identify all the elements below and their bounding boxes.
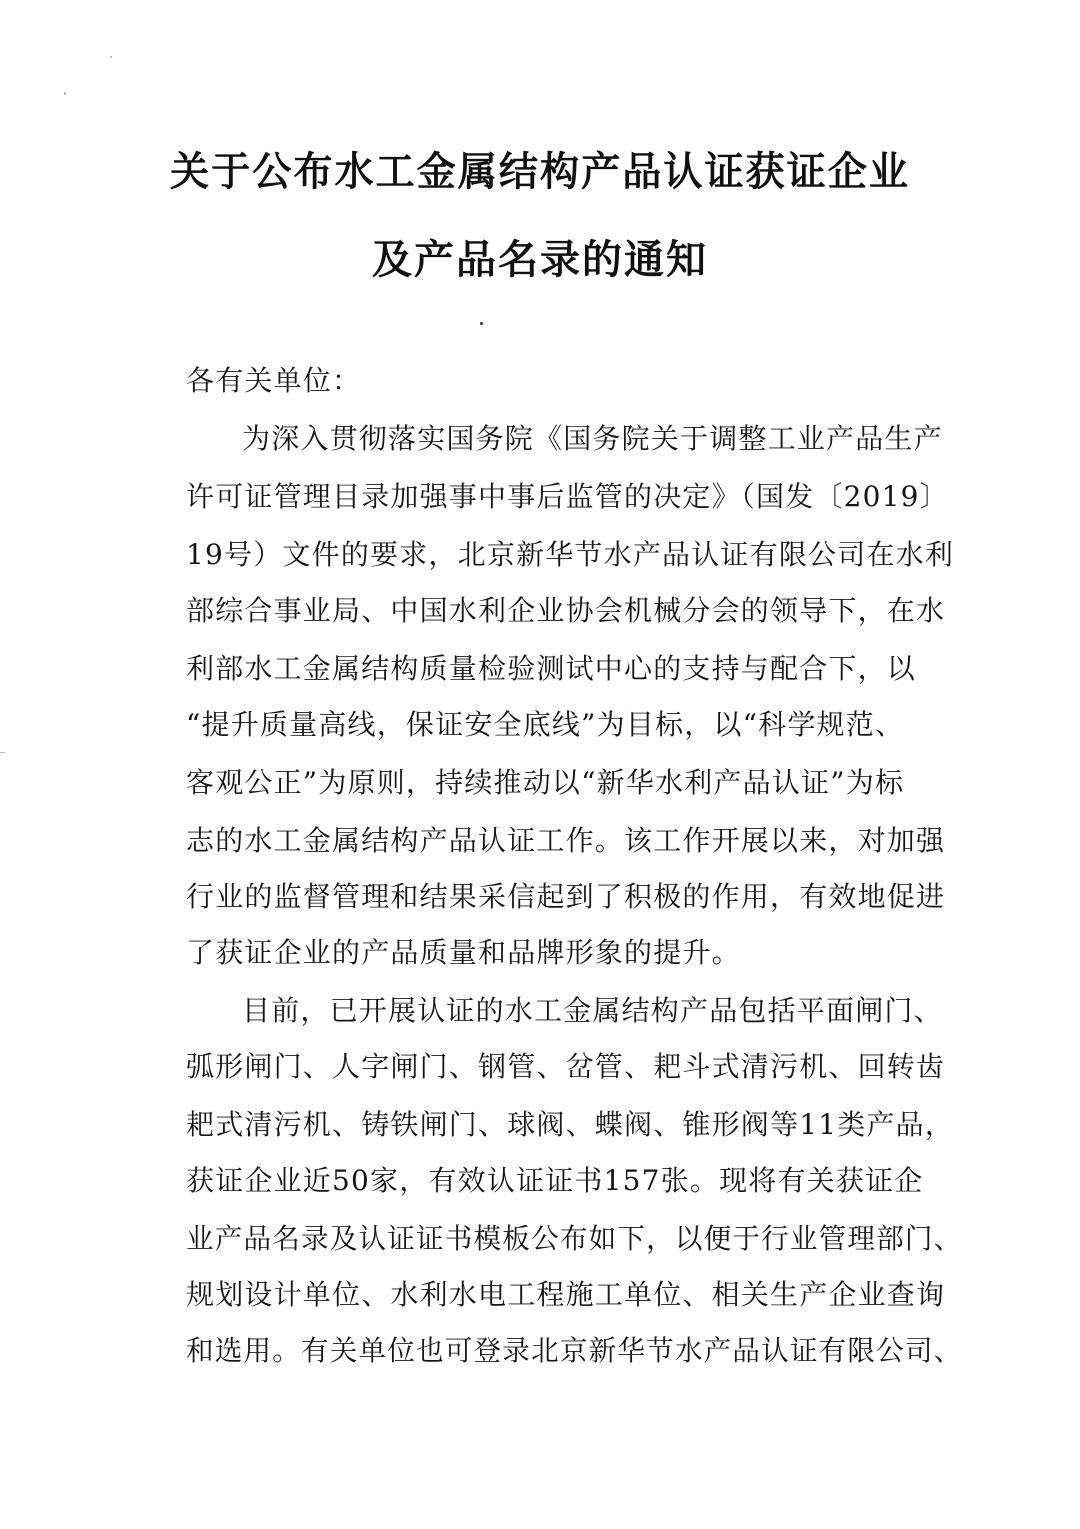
body-line: 了获证企业的产品质量和品牌形象的提升。 — [186, 936, 741, 969]
body-line: 部综合事业局、中国水利企业协会机械分会的领导下，在水 — [186, 594, 946, 627]
scan-speck — [0, 752, 5, 753]
body-line: 目前，已开展认证的水工金属结构产品包括平面闸门、 — [242, 994, 943, 1027]
body-line: 耙式清污机、铸铁闸门、球阀、蝶阀、锥形阀等11类产品， — [186, 1108, 955, 1141]
salutation: 各有关单位： — [186, 364, 362, 397]
body-line: 业产品名录及认证证书模板公布如下，以便于行业管理部门、 — [186, 1222, 963, 1255]
document-title-line-1: 关于公布水工金属结构产品认证获证企业 — [170, 148, 910, 195]
body-line: 志的水工金属结构产品认证工作。该工作开展以来，对加强 — [186, 824, 946, 857]
body-line: 弧形闸门、人字闸门、钢管、岔管、耙斗式清污机、回转齿 — [186, 1050, 946, 1083]
body-line: 行业的监督管理和结果采信起到了积极的作用，有效地促进 — [186, 880, 946, 913]
body-line: 和选用。有关单位也可登录北京新华节水产品认证有限公司、 — [186, 1334, 963, 1367]
body-line: 客观公正”为原则，持续推动以“新华水利产品认证”为标 — [186, 766, 905, 799]
body-line: 为深入贯彻落实国务院《国务院关于调整工业产品生产 — [242, 422, 943, 455]
body-line: “提升质量高线，保证安全底线”为目标，以“科学规范、 — [186, 708, 905, 741]
body-line: 许可证管理目录加强事中事后监管的决定》（国发〔2019〕 — [186, 480, 949, 513]
scan-speck — [110, 56, 112, 58]
body-line: 获证企业近50家，有效认证证书157张。现将有关获证企 — [186, 1164, 924, 1197]
scan-dot — [480, 322, 483, 325]
body-line: 利部水工金属结构质量检验测试中心的支持与配合下，以 — [186, 652, 917, 685]
document-title-line-2: 及产品名录的通知 — [372, 236, 708, 283]
body-line: 19号）文件的要求，北京新华节水产品认证有限公司在水利 — [186, 538, 955, 571]
scan-speck — [64, 92, 66, 95]
body-line: 规划设计单位、水利水电工程施工单位、相关生产企业查询 — [186, 1278, 946, 1311]
